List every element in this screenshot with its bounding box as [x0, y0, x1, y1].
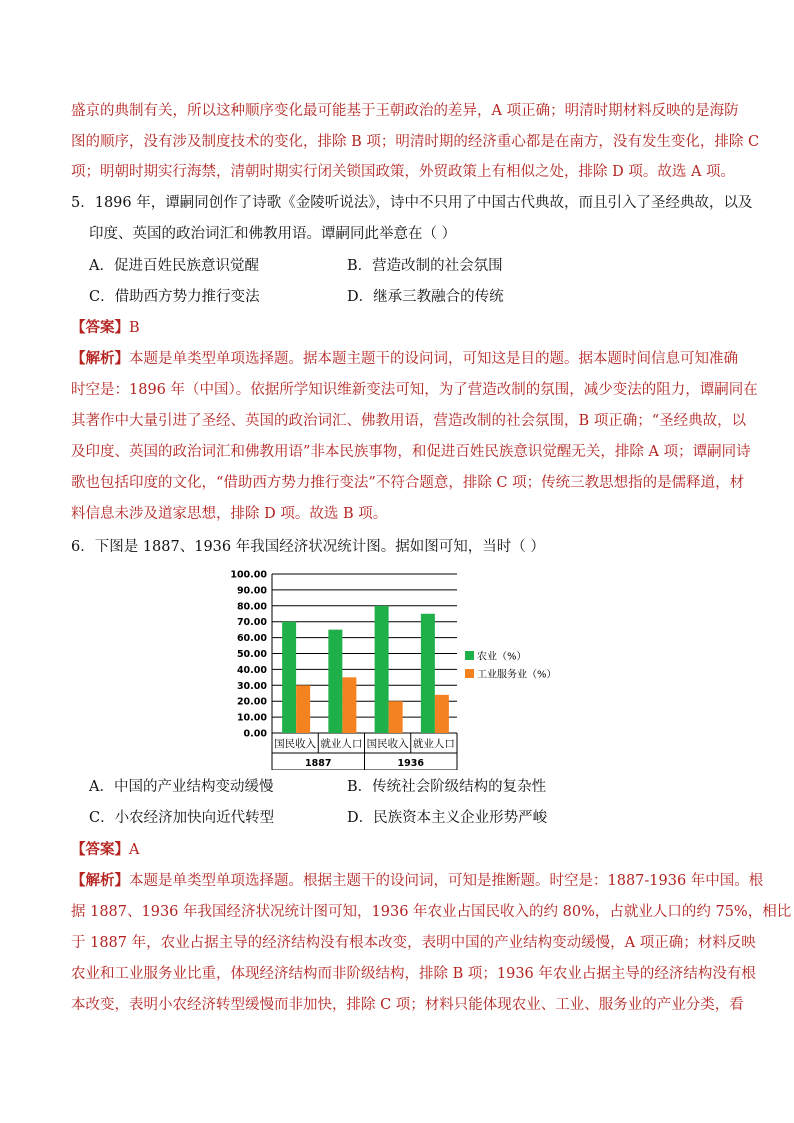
question-5-option-a: A．促进百姓民族意识觉醒: [89, 258, 259, 274]
analysis-line: 及印度、英国的政治词汇和佛教用语”非本民族事物，和促进百姓民族意识觉醒无关，排除 A 项；谭嗣同诗: [71, 444, 751, 460]
question-6-option-a: A．中国的产业结构变动缓慢: [89, 779, 274, 795]
legend-label: 农业（%）: [477, 651, 527, 663]
answer-value: A: [129, 842, 140, 858]
legend-label: 工业服务业（%）: [477, 669, 557, 681]
question-6-answer: [71, 840, 139, 860]
question-6-option-c: C．小农经济加快向近代转型: [89, 810, 275, 826]
analysis-line: 本题是单类型单项选择题。根据主题干的设问词，可知是推断题。时空是：1887-1936 年中国。根: [129, 873, 764, 889]
x-category-label: 就业人口: [320, 738, 363, 750]
question-5-analysis: [71, 349, 738, 369]
question-5-option-c: C．借助西方势力推行变法: [89, 289, 260, 305]
answer-value: B: [129, 320, 140, 336]
legend-swatch: [465, 669, 474, 678]
question-6-option-d: D．民族资本主义企业形势严峻: [347, 810, 548, 826]
question-6-analysis: [71, 871, 763, 891]
question-6-option-b: B．传统社会阶级结构的复杂性: [347, 779, 547, 795]
y-tick-label: 60.00: [236, 633, 267, 645]
question-6-stem: 6．下图是 1887、1936 年我国经济状况统计图。据如图可知，当时（ ）: [71, 539, 545, 555]
y-tick-label: 70.00: [236, 617, 267, 629]
bar-agriculture: [375, 606, 389, 733]
bar-industry-service: [296, 685, 310, 733]
economic-statistics-chart: [228, 565, 568, 770]
answer-tag: 【答案】: [71, 319, 129, 336]
y-tick-label: 50.00: [236, 649, 267, 660]
explanation-line: 图的顺序，没有涉及制度技术的变化，排除 B 项；明清时期的经济重心都是在南方，没有发生变化，排除 C: [71, 134, 760, 150]
y-tick-label: 90.00: [236, 585, 267, 597]
x-category-label: 国民收入: [274, 738, 317, 750]
bar-agriculture: [328, 630, 342, 733]
question-5-option-d: D．继承三教融合的传统: [347, 289, 504, 305]
y-tick-label: 80.00: [236, 601, 267, 613]
analysis-line: 歌也包括印度的文化，“借助西方势力推行变法”不符合题意，排除 C 项；传统三教思想指的是儒释道，材: [71, 475, 745, 491]
answer-tag: 【答案】: [71, 841, 129, 858]
y-tick-label: 10.00: [236, 712, 267, 724]
legend-swatch: [465, 651, 474, 660]
y-tick-label: 40.00: [236, 664, 267, 676]
x-category-label: 国民收入: [366, 738, 409, 750]
bar-industry-service: [342, 677, 356, 733]
bar-industry-service: [389, 701, 403, 733]
y-tick-label: 20.00: [236, 696, 267, 708]
question-5-answer: [71, 318, 140, 338]
x-group-label: 1936: [397, 758, 424, 769]
x-group-label: 1887: [305, 758, 332, 769]
explanation-line: 项；明朝时期实行海禁，清朝时期实行闭关锁国政策，外贸政策上有相似之处，排除 D 项。故选 A 项。: [71, 164, 736, 180]
analysis-line: 本改变，表明小农经济转型缓慢而非加快，排除 C 项；材料只能体现农业、工业、服务业的产业分类，看: [71, 997, 744, 1013]
analysis-line: 于 1887 年，农业占据主导的经济结构没有根本改变，表明中国的产业结构变动缓慢，A 项正确；材料反映: [71, 935, 756, 951]
bar-agriculture: [282, 622, 296, 733]
question-5-option-b: B．营造改制的社会氛围: [347, 258, 503, 274]
analysis-line: 其著作中大量引进了圣经、英国的政治词汇、佛教用语，营造改制的社会氛围，B 项正确；“圣经典故，以: [71, 413, 747, 429]
x-category-label: 就业人口: [412, 738, 455, 750]
question-5-stem: 5．1896 年，谭嗣同创作了诗歌《金陵听说法》，诗中不只用了中国古代典故，而且引入了圣经典故，以及: [71, 195, 753, 211]
bar-agriculture: [421, 614, 435, 733]
analysis-line: 本题是单类型单项选择题。据本题主题干的设问词，可知这是目的题。据本题时间信息可知准确: [129, 351, 738, 367]
analysis-tag: 【解析】: [71, 350, 129, 367]
explanation-line: 盛京的典制有关，所以这种顺序变化最可能基于王朝政治的差异，A 项正确；明清时期材料反映的是海防: [71, 103, 739, 119]
analysis-tag: 【解析】: [71, 872, 129, 889]
bar-industry-service: [435, 695, 449, 733]
analysis-line: 时空是：1896 年（中国）。依据所学知识维新变法可知，为了营造改制的氛围，减少变法的阻力，谭嗣同在: [71, 382, 758, 398]
y-tick-label: 100.00: [230, 569, 267, 581]
y-tick-label: 30.00: [236, 680, 267, 692]
question-5-stem: 印度、英国的政治词汇和佛教用语。谭嗣同此举意在（ ）: [89, 226, 457, 242]
analysis-line: 据 1887、1936 年我国经济状况统计图可知，1936 年农业占国民收入的约 80%，占就业人口的约 75%，相比: [71, 904, 792, 920]
analysis-line: 料信息未涉及道家思想，排除 D 项。故选 B 项。: [71, 506, 388, 522]
y-tick-label: 0.00: [243, 728, 267, 740]
analysis-line: 农业和工业服务业比重，体现经济结构而非阶级结构，排除 B 项；1936 年农业占据主导的经济结构没有根: [71, 966, 756, 982]
